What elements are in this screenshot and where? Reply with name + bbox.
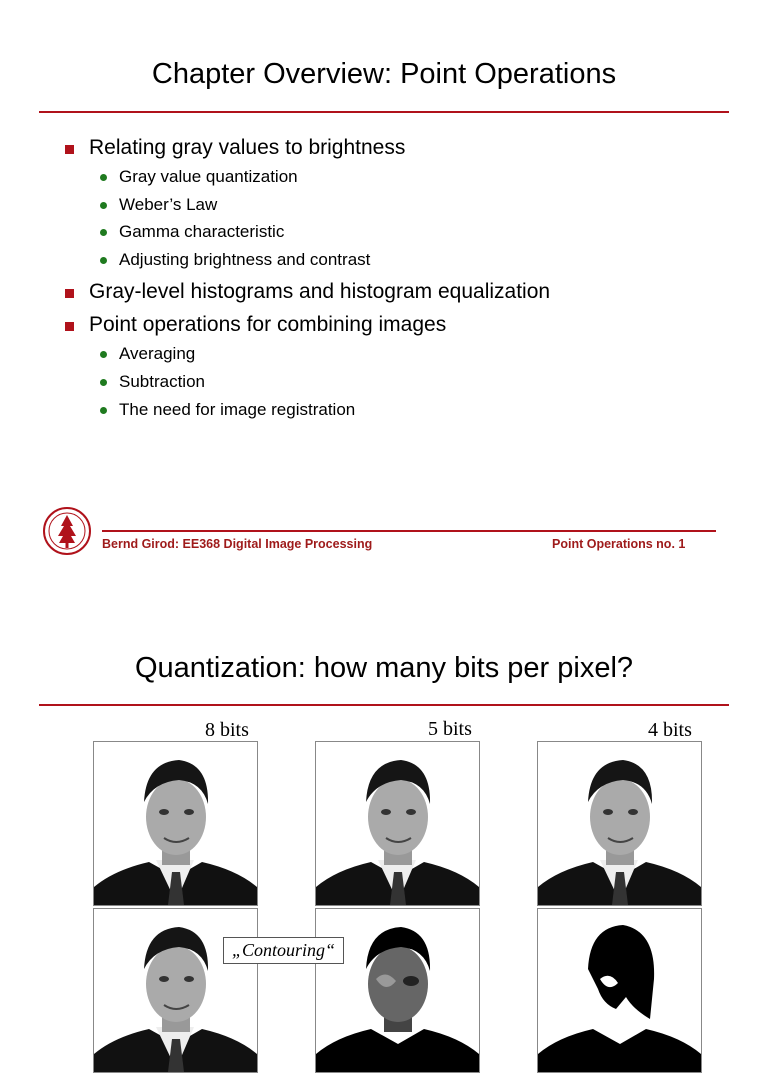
title-divider [39,111,729,113]
portrait-contour-3 [537,908,702,1073]
label-4-bits: 4 bits [648,719,692,741]
footer-divider [102,530,716,532]
sub-bullet: The need for image registration [119,400,356,419]
university-seal-icon [42,506,92,556]
portrait-contour-1 [93,908,258,1073]
sub-bullet: Weber’s Law [119,195,218,214]
title-divider [39,704,729,706]
bullet-histograms: Gray-level histograms and histogram equalization [89,280,551,303]
portrait-8-bits [93,741,258,906]
portrait-contour-2 [315,908,480,1073]
portrait-5-bits [315,741,480,906]
portrait-4-bits [537,741,702,906]
bullet-combining-images: Point operations for combining images [89,313,447,336]
sub-bullet: Averaging [119,344,196,363]
sub-bullet: Subtraction [119,372,205,391]
sub-bullet: Gray value quantization [119,167,298,186]
label-5-bits: 5 bits [428,718,472,740]
footer-page-number: Point Operations no. 1 [552,537,686,551]
label-8-bits: 8 bits [205,719,249,741]
slide1-title: Chapter Overview: Point Operations [151,58,617,90]
bullet-gray-brightness: Relating gray values to brightness [89,136,406,159]
sub-bullet: Gamma characteristic [119,222,285,241]
contouring-label: „Contouring“ [223,937,344,964]
sub-bullet: Adjusting brightness and contrast [119,250,371,269]
footer-course: Bernd Girod: EE368 Digital Image Processing [102,537,373,551]
slide2-title: Quantization: how many bits per pixel? [134,652,634,684]
